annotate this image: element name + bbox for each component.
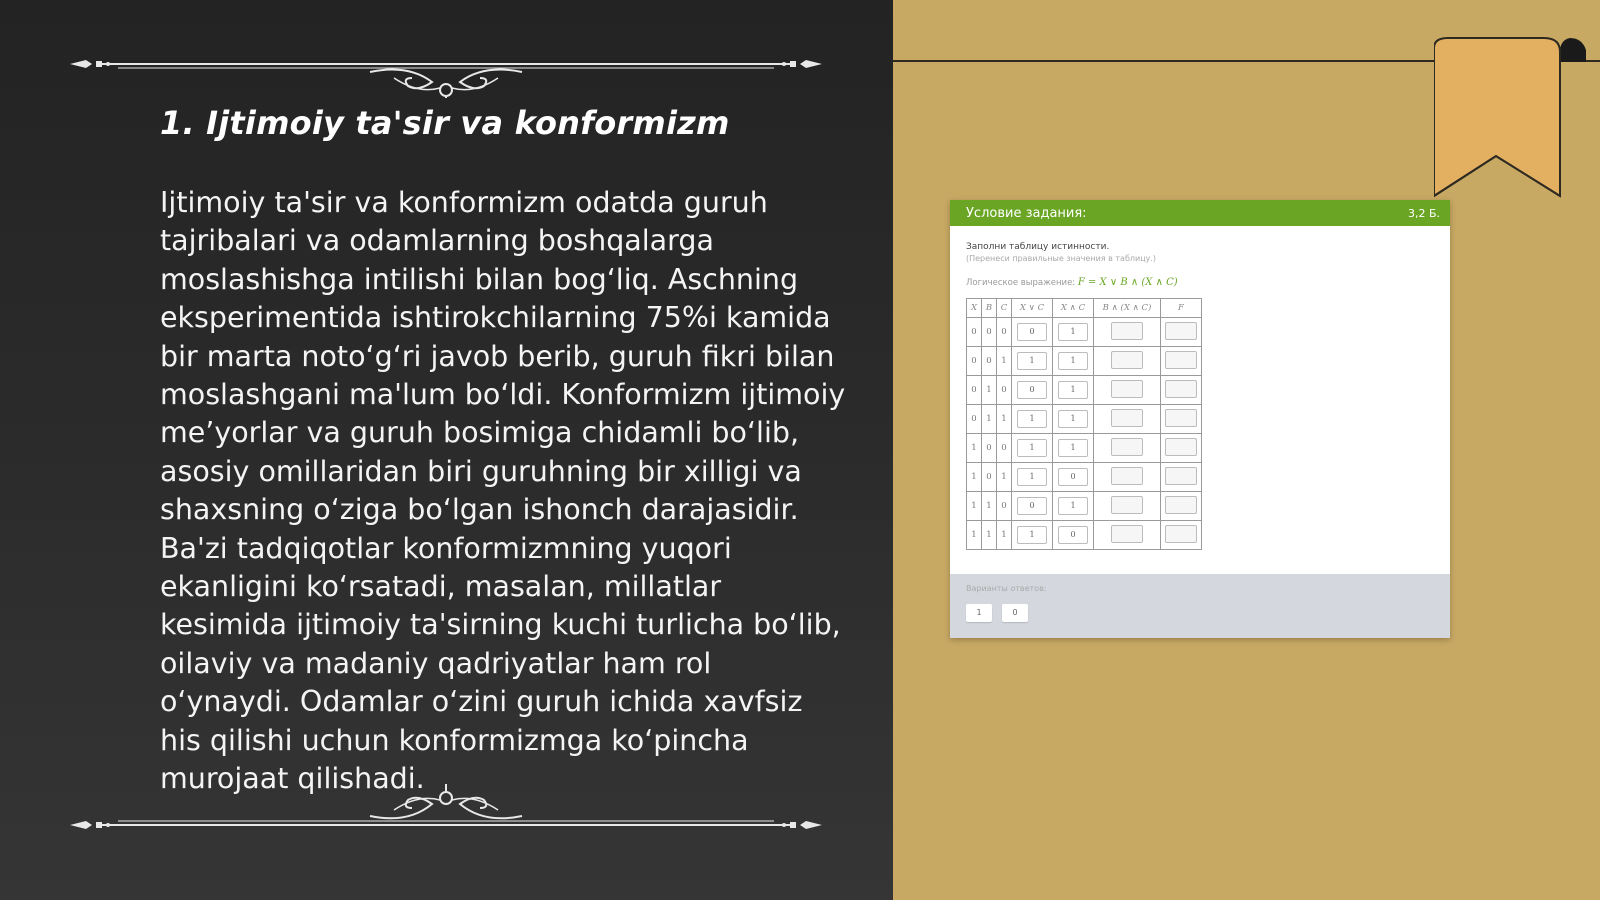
answer-drop-slot[interactable] bbox=[1165, 467, 1197, 485]
task-screenshot bbox=[950, 200, 1450, 638]
table-cell: 1 bbox=[997, 405, 1012, 434]
table-cell: 0 bbox=[997, 318, 1012, 347]
expression-label: Логическое выражение: bbox=[966, 278, 1076, 288]
answer-drop-slot[interactable] bbox=[1165, 409, 1197, 427]
table-cell: 0 bbox=[982, 347, 997, 376]
answer-options-label: Варианты ответов: bbox=[966, 584, 1047, 593]
task-body bbox=[950, 226, 1450, 570]
table-cell bbox=[1053, 318, 1094, 347]
task-instruction: Заполни таблицу истинности. bbox=[966, 242, 1110, 252]
table-cell bbox=[1161, 492, 1202, 521]
value-box: 1 bbox=[1058, 410, 1088, 428]
table-cell bbox=[1094, 492, 1161, 521]
column-header: X bbox=[967, 299, 982, 318]
task-expression bbox=[966, 277, 1434, 288]
task-footer bbox=[950, 574, 1450, 638]
table-cell bbox=[1053, 463, 1094, 492]
table-cell: 1 bbox=[982, 376, 997, 405]
answer-drop-slot[interactable] bbox=[1165, 322, 1197, 340]
table-cell: 0 bbox=[982, 434, 997, 463]
table-cell bbox=[1161, 434, 1202, 463]
answer-option-chip[interactable]: 0 bbox=[1002, 604, 1028, 622]
table-cell bbox=[1094, 318, 1161, 347]
value-box: 0 bbox=[1017, 497, 1047, 515]
table-cell bbox=[1012, 376, 1053, 405]
task-header-title: Условие задания: bbox=[966, 205, 1087, 221]
table-cell: 1 bbox=[967, 492, 982, 521]
task-hint: (Перенеси правильные значения в таблицу.) bbox=[966, 254, 1157, 263]
table-cell bbox=[1094, 376, 1161, 405]
bottom-ornament-divider bbox=[68, 782, 824, 832]
table-cell bbox=[1053, 434, 1094, 463]
value-box: 1 bbox=[1017, 439, 1047, 457]
table-cell bbox=[1094, 347, 1161, 376]
answer-drop-slot[interactable] bbox=[1111, 438, 1143, 456]
table-cell bbox=[1161, 318, 1202, 347]
table-cell bbox=[1161, 405, 1202, 434]
table-cell bbox=[1012, 492, 1053, 521]
answer-drop-slot[interactable] bbox=[1111, 409, 1143, 427]
table-row bbox=[967, 318, 1202, 347]
table-row bbox=[967, 405, 1202, 434]
table-cell bbox=[1094, 405, 1161, 434]
answer-drop-slot[interactable] bbox=[1111, 496, 1143, 514]
table-row bbox=[967, 521, 1202, 550]
table-cell bbox=[1053, 521, 1094, 550]
value-box: 1 bbox=[1017, 352, 1047, 370]
table-cell: 0 bbox=[967, 318, 982, 347]
table-cell: 1 bbox=[967, 463, 982, 492]
top-ornament-divider bbox=[68, 48, 824, 98]
table-cell: 0 bbox=[967, 347, 982, 376]
table-cell: 1 bbox=[967, 434, 982, 463]
table-row bbox=[967, 492, 1202, 521]
table-cell bbox=[1161, 376, 1202, 405]
value-box: 0 bbox=[1058, 526, 1088, 544]
value-box: 1 bbox=[1058, 323, 1088, 341]
value-box: 1 bbox=[1017, 468, 1047, 486]
answer-drop-slot[interactable] bbox=[1111, 525, 1143, 543]
table-cell: 0 bbox=[997, 492, 1012, 521]
answer-drop-slot[interactable] bbox=[1165, 351, 1197, 369]
slide-body-text: Ijtimoiy ta'sir va konformizm odatda guruh tajribalari va odamlarning boshqalarga moslashishga intilishi bilan bog‘liq. Aschning eksperimentida ishtirokchilarning 75%i kamida bir marta noto‘g‘ri javob berib, guruh fikri bilan moslashgani ma'lum bo‘ldi. Konformizm ijtimoiy me’yorlar va guruh bosimiga chidamli bo‘lib, asosiy omillaridan biri guruhning bir xilligi va shaxsning o‘ziga bo‘lgan ishonch darajasidir. Ba'zi tadqiqotlar konformizmning yuqori ekanligini ko‘rsatadi, masalan, millatlar kesimida ijtimoiy ta'sirning kuchi turlicha bo‘lib, oilaviy va madaniy qadriyatlar ham rol o‘ynaydi. Odamlar o‘zini guruh ichida xavfsiz his qilishi uchun konformizmga ko‘pincha murojaat qilishadi. bbox=[160, 186, 846, 796]
answer-option-chip[interactable]: 1 bbox=[966, 604, 992, 622]
answer-drop-slot[interactable] bbox=[1165, 525, 1197, 543]
table-cell: 1 bbox=[982, 405, 997, 434]
answer-drop-slot[interactable] bbox=[1165, 496, 1197, 514]
table-cell bbox=[1053, 376, 1094, 405]
table-row bbox=[967, 347, 1202, 376]
table-cell bbox=[1012, 463, 1053, 492]
value-box: 1 bbox=[1058, 352, 1088, 370]
table-cell bbox=[1161, 521, 1202, 550]
task-header bbox=[950, 200, 1450, 226]
truth-table bbox=[966, 298, 1202, 550]
value-box: 1 bbox=[1058, 497, 1088, 515]
table-cell: 0 bbox=[997, 434, 1012, 463]
value-box: 1 bbox=[1017, 410, 1047, 428]
truth-table-header-row bbox=[967, 299, 1202, 318]
bookmark-ribbon-icon bbox=[1434, 34, 1586, 202]
table-cell bbox=[1053, 492, 1094, 521]
column-header: C bbox=[997, 299, 1012, 318]
task-points-badge: 3,2 Б. bbox=[1407, 206, 1440, 220]
table-cell bbox=[1053, 347, 1094, 376]
table-cell bbox=[1094, 463, 1161, 492]
answer-drop-slot[interactable] bbox=[1165, 380, 1197, 398]
column-header: X ∨ C bbox=[1012, 299, 1053, 318]
column-header: B bbox=[982, 299, 997, 318]
table-cell bbox=[1012, 521, 1053, 550]
column-header: B ∧ (X ∧ C) bbox=[1094, 299, 1161, 318]
column-header: F bbox=[1161, 299, 1202, 318]
table-row bbox=[967, 376, 1202, 405]
table-cell: 0 bbox=[982, 463, 997, 492]
table-cell: 0 bbox=[967, 376, 982, 405]
table-cell: 1 bbox=[982, 492, 997, 521]
table-cell: 1 bbox=[982, 521, 997, 550]
table-cell: 0 bbox=[982, 318, 997, 347]
table-cell: 1 bbox=[967, 521, 982, 550]
expression-formula: F = X ∨ B ∧ (X ∧ C) bbox=[1077, 277, 1178, 288]
value-box: 0 bbox=[1017, 323, 1047, 341]
table-cell bbox=[1161, 463, 1202, 492]
answer-drop-slot[interactable] bbox=[1111, 467, 1143, 485]
table-cell: 1 bbox=[997, 463, 1012, 492]
table-cell: 0 bbox=[967, 405, 982, 434]
answer-drop-slot[interactable] bbox=[1111, 322, 1143, 340]
table-cell bbox=[1094, 521, 1161, 550]
column-header: X ∧ C bbox=[1053, 299, 1094, 318]
table-cell bbox=[1053, 405, 1094, 434]
table-row bbox=[967, 463, 1202, 492]
table-cell bbox=[1012, 318, 1053, 347]
table-cell bbox=[1012, 347, 1053, 376]
table-cell bbox=[1012, 405, 1053, 434]
value-box: 0 bbox=[1058, 468, 1088, 486]
answer-drop-slot[interactable] bbox=[1165, 438, 1197, 456]
slide-title: 1. Ijtimoiy ta'sir va konformizm bbox=[160, 104, 730, 142]
answer-drop-slot[interactable] bbox=[1111, 351, 1143, 369]
value-box: 1 bbox=[1058, 381, 1088, 399]
value-box: 1 bbox=[1058, 439, 1088, 457]
table-cell: 1 bbox=[997, 347, 1012, 376]
value-box: 0 bbox=[1017, 381, 1047, 399]
value-box: 1 bbox=[1017, 526, 1047, 544]
table-cell: 1 bbox=[997, 521, 1012, 550]
table-cell bbox=[1094, 434, 1161, 463]
table-cell: 0 bbox=[997, 376, 1012, 405]
table-row bbox=[967, 434, 1202, 463]
table-cell bbox=[1161, 347, 1202, 376]
answer-drop-slot[interactable] bbox=[1111, 380, 1143, 398]
table-cell bbox=[1012, 434, 1053, 463]
